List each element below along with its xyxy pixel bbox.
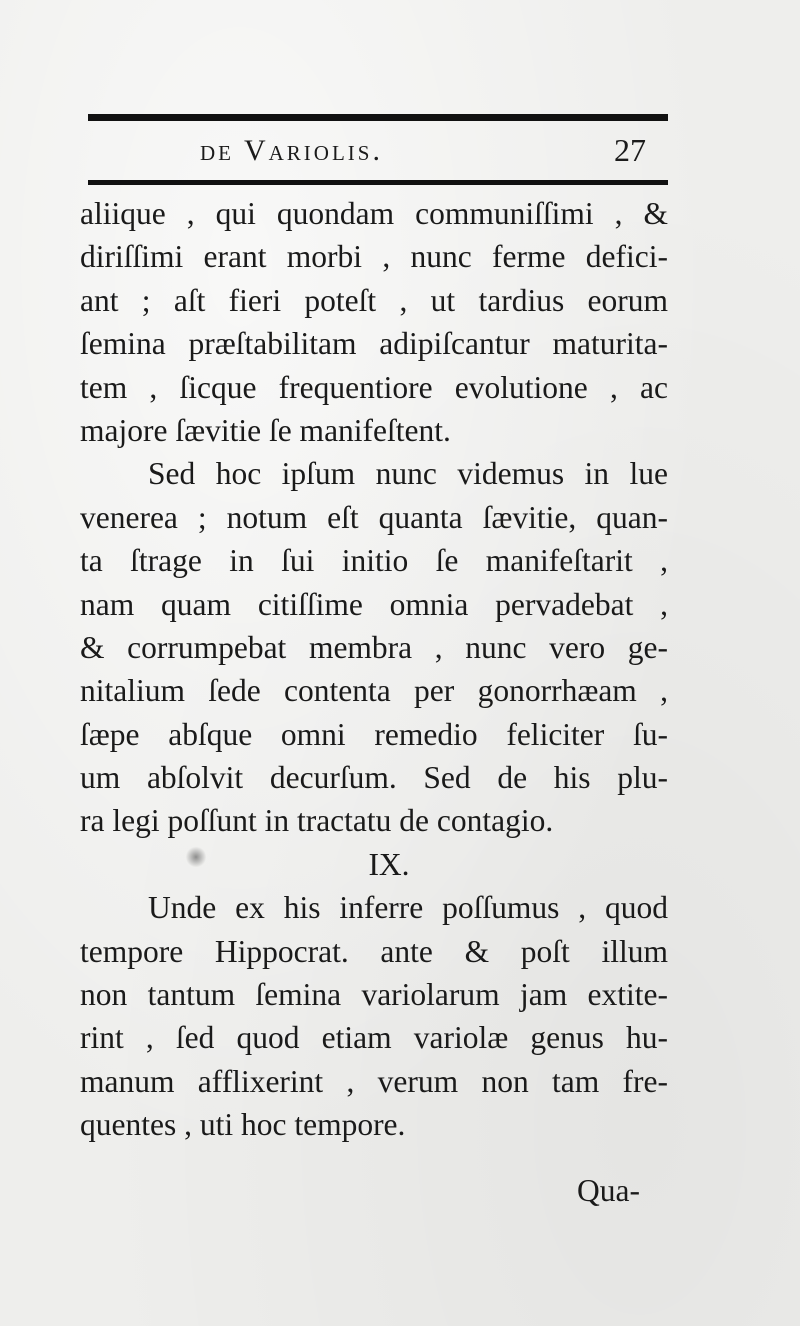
catchword: Qua- [577, 1172, 640, 1208]
text-line: non tantum ſemina variolarum jam extite- [80, 977, 668, 1013]
text-line: majore ſævitie ſe manifeſtent. [80, 412, 451, 448]
header-rule-top [88, 114, 668, 121]
text-line: Unde ex his inferre poſſumus , quod [148, 890, 668, 926]
text-line: ra legi poſſunt in tractatu de contagio. [80, 803, 554, 839]
running-head [88, 128, 668, 172]
text-line: ant ; aſt fieri poteſt , ut tardius eorum [80, 282, 668, 318]
paragraph-1 [80, 192, 668, 452]
text-line: rint , ſed quod etiam variolæ genus hu- [80, 1020, 668, 1056]
header-rule-bottom [88, 180, 668, 185]
text-line: tem , ſicque frequentiore evolutione , ac [80, 369, 668, 405]
paragraph-3 [80, 886, 668, 1146]
paragraph-2 [80, 452, 668, 843]
text-line: quentes , uti hoc tempore. [80, 1107, 406, 1143]
page-number: 27 [614, 132, 646, 168]
text-line: nitalium ſede contenta per gonorrhæam , [80, 673, 668, 709]
text-line: manum afflixerint , verum non tam fre- [80, 1063, 668, 1099]
text-line: nam quam citiſſime omnia pervadebat , [80, 586, 668, 622]
text-line: ſemina præſtabilitam adipiſcantur maturita- [80, 326, 668, 362]
text-line: ſæpe abſque omni remedio feliciter ſu- [80, 716, 668, 752]
ink-stain [186, 846, 206, 868]
text-line: venerea ; notum eſt quanta ſævitie, quan- [80, 499, 668, 535]
text-line: Sed hoc ipſum nunc videmus in lue [148, 456, 668, 492]
section-heading: IX. [368, 846, 410, 882]
text-line: & corrumpebat membra , nunc vero ge- [80, 629, 668, 665]
text-line: tempore Hippocrat. ante & poſt illum [80, 933, 668, 969]
text-line: um abſolvit decurſum. Sed de his plu- [80, 760, 668, 796]
text-line: diriſſimi erant morbi , nunc ferme defici- [80, 239, 668, 275]
running-head-title: de Variolis. [200, 134, 383, 167]
body-text [80, 192, 668, 1212]
text-line: ta ſtrage in ſui initio ſe manifeſtarit , [80, 543, 668, 579]
text-line: aliique , qui quondam communiſſimi , & [80, 196, 668, 231]
